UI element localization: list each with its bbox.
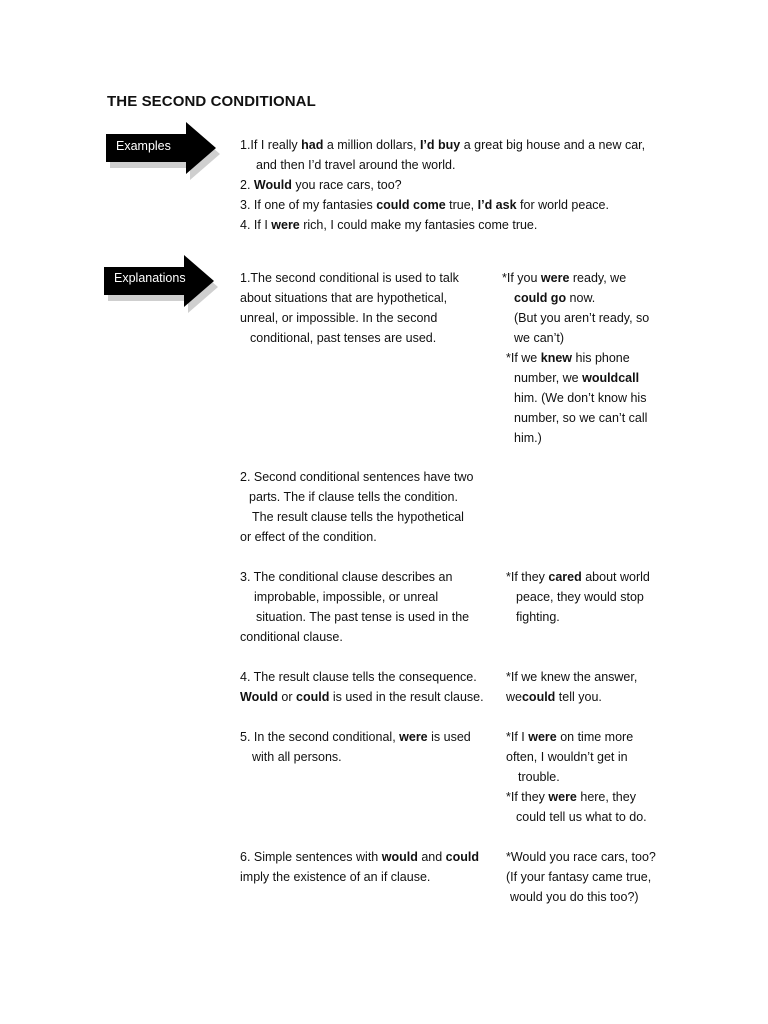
examples-list [240,135,645,235]
text-run: 3. If one of my fantasies [240,198,377,212]
example-line [506,867,656,887]
text-run: *If we knew the answer, [506,670,638,684]
example-line [506,727,647,747]
text-run: imply the existence of an if clause. [240,870,431,884]
rule-line [240,687,484,707]
bold-text: would [381,850,418,864]
text-run: 2. [240,178,254,192]
example-line [502,408,649,428]
bold-text: were [548,790,577,804]
rule-line [240,607,469,627]
example-line [240,155,645,175]
text-run: is used [427,730,471,744]
text-run: unreal, or impossible. In the second [240,311,438,325]
example-line [506,747,647,767]
example-1 [502,268,649,448]
example-line [502,328,649,348]
bold-text: wouldcall [582,371,640,385]
bold-text: had [301,138,324,152]
text-run: (If your fantasy came true, [506,870,652,884]
page-title: THE SECOND CONDITIONAL [107,93,316,110]
explanations-label: Explanations [114,271,186,285]
text-run: 1.If I really [240,138,302,152]
rule-4 [240,667,484,707]
text-run: *If they [506,570,549,584]
text-run: him.) [514,431,542,445]
text-run: you race cars, too? [291,178,402,192]
example-line [506,787,647,807]
example-6 [506,847,656,907]
bold-text: could [296,690,330,704]
bold-text: were [528,730,557,744]
bold-text: could [445,850,480,864]
rule-line [240,487,474,507]
rule-line [240,467,474,487]
text-run: and [417,850,446,864]
text-run: him. (We don’t know his [514,391,647,405]
bold-text: Would [253,178,292,192]
text-run: now. [566,291,596,305]
bold-text: Would [240,690,278,704]
text-run: true, [445,198,478,212]
example-line [502,388,649,408]
text-run: number, we [514,371,583,385]
text-run: 4. If I [240,218,272,232]
rule-1 [240,268,459,348]
rule-line [240,268,459,288]
example-5 [506,727,647,827]
text-run: often, I wouldn’t get in [506,750,628,764]
text-run: *If they [506,790,549,804]
text-run: his phone [572,351,630,365]
examples-label: Examples [116,139,171,153]
text-run: 3. The conditional clause describes an [240,570,453,584]
example-line [506,847,656,867]
text-run: rich, I could make my fantasies come true. [299,218,538,232]
text-run: we can’t) [514,331,565,345]
bold-text: knew [540,351,573,365]
bold-text: I’d buy [419,138,461,152]
rule-line [240,567,469,587]
rule-line [240,308,459,328]
rule-line [240,587,469,607]
rule-2 [240,467,474,547]
text-run: 4. The result clause tells the consequence. [240,670,477,684]
rule-3 [240,567,469,647]
text-run: 2. Second conditional sentences have two [240,470,474,484]
text-run: or [277,690,297,704]
text-run: conditional clause. [240,630,343,644]
text-run: is used in the result clause. [329,690,484,704]
text-run: number, so we can’t call [514,411,648,425]
example-line [502,308,649,328]
example-line [502,268,649,288]
text-run: The result clause tells the hypothetical [252,510,464,524]
example-line [502,368,649,388]
example-line [506,607,650,627]
rule-6 [240,847,479,887]
example-line [240,135,645,155]
example-line [240,215,645,235]
rule-line [240,727,471,747]
text-run: 5. In the second conditional, [240,730,400,744]
example-line [506,887,656,907]
text-run: could tell us what to do. [516,810,647,824]
text-run: parts. The if clause tells the condition. [249,490,458,504]
text-run: improbable, impossible, or unreal [254,590,439,604]
example-line [506,567,650,587]
text-run: 1.The second conditional is used to talk [240,271,459,285]
text-run: *If we [506,351,541,365]
text-run: ready, we [569,271,627,285]
bold-text: were [399,730,428,744]
example-line [240,195,645,215]
text-run: about situations that are hypothetical, [240,291,448,305]
rule-line [240,667,484,687]
rule-5 [240,727,471,767]
text-run: and then I’d travel around the world. [256,158,456,172]
text-run: 6. Simple sentences with [240,850,382,864]
text-run: (But you aren’t ready, so [514,311,650,325]
bold-text: I’d ask [477,198,517,212]
example-line [502,288,649,308]
rule-line [240,847,479,867]
text-run: *If you [502,271,541,285]
rule-line [240,507,474,527]
example-4 [506,667,637,707]
bold-text: cared [548,570,582,584]
text-run: here, they [576,790,636,804]
rule-line [240,627,469,647]
text-run: peace, they would stop [516,590,644,604]
text-run: tell you. [555,690,602,704]
example-line [506,587,650,607]
rule-line [240,747,471,767]
example-line [502,428,649,448]
rule-line [240,527,474,547]
explanations-arrow-badge [102,255,220,313]
text-run: fighting. [516,610,560,624]
example-line [240,175,645,195]
example-line [506,687,637,707]
text-run: a great big house and a new car, [460,138,646,152]
text-run: a million dollars, [323,138,420,152]
text-run: for world peace. [516,198,609,212]
bold-text: could go [514,291,567,305]
example-line [506,807,647,827]
text-run: conditional, past tenses are used. [250,331,437,345]
example-line [506,667,637,687]
text-run: *Would you race cars, too? [506,850,656,864]
bold-text: were [540,271,570,285]
text-run: on time more [556,730,634,744]
bold-text: could come [376,198,446,212]
example-3 [506,567,650,627]
bold-text: were [271,218,300,232]
text-run: or effect of the condition. [240,530,377,544]
text-run: would you do this too?) [510,890,639,904]
text-run: *If I [506,730,529,744]
text-run: with all persons. [252,750,342,764]
rule-line [240,288,459,308]
rule-line [240,867,479,887]
text-run: trouble. [518,770,560,784]
rule-line [240,328,459,348]
example-line [502,348,649,368]
bold-text: could [521,690,556,704]
text-run: we [506,690,522,704]
examples-arrow-badge [104,122,222,180]
text-run: about world [581,570,650,584]
text-run: situation. The past tense is used in the [256,610,470,624]
example-line [506,767,647,787]
